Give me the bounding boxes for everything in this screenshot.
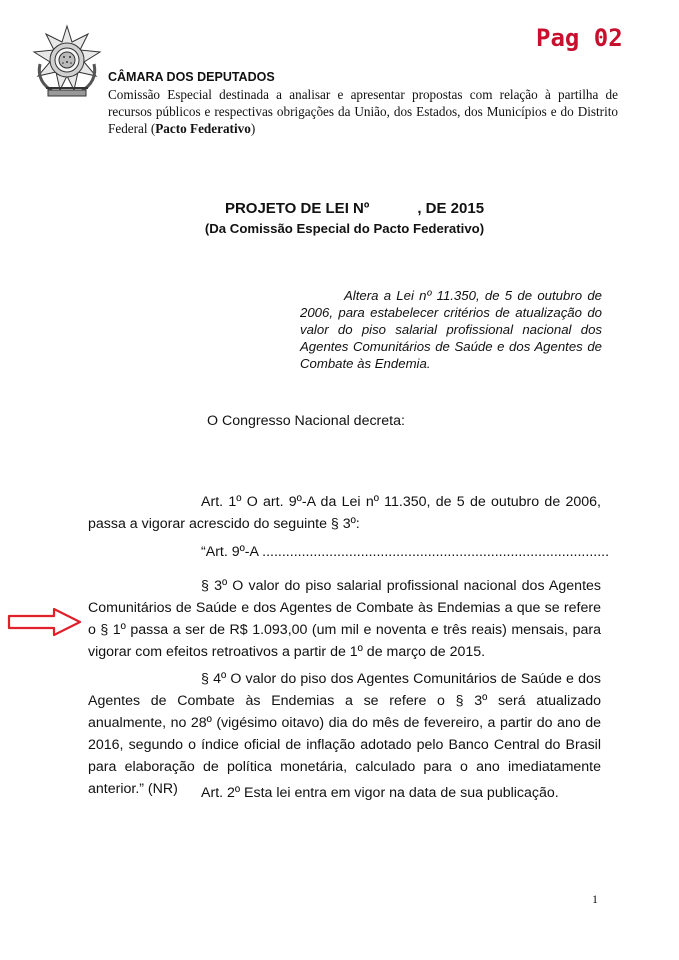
red-arrow-icon — [6, 606, 84, 638]
article-1: Art. 1º O art. 9º-A da Lei nº 11.350, de 5 de outubro de 2006, passa a vigorar acrescido do seguinte § 3º: — [88, 494, 601, 532]
page-marker-annotation: Pag 02 — [536, 24, 623, 52]
commission-description — [108, 86, 618, 137]
paragraph-3: § 3º O valor do piso salarial profissional nacional dos Agentes Comunitários de Saúde e dos Agentes de Combate às Endemias a que se refere o § 1º passa a ser de R$ 1.093,00 (um mil e noventa e três reais) mensais, para vigorar com efeitos retroativos a partir de 1º de março de 2015. — [88, 578, 601, 660]
bill-summary: Altera a Lei nº 11.350, de 5 de outubro de 2006, para estabelecer critérios de atualização do valor do piso salarial profissional nacional dos Agentes Comunitários de Saúde e dos Agentes de Combate às Endemia. — [300, 288, 602, 371]
article-9a-heading: “Art. 9º-A ........................................................................................ — [201, 544, 610, 560]
bill-title-suffix: , DE 2015 — [417, 200, 485, 217]
bill-title-prefix: PROJETO DE LEI Nº — [224, 200, 370, 217]
bill-title — [0, 200, 679, 217]
commission-pact-name: Pacto Federativo — [155, 121, 251, 136]
commission-close-paren: ) — [250, 121, 256, 136]
paragraph-4: § 4º O valor do piso dos Agentes Comunitários de Saúde e dos Agentes de Combate às Endemias a se refere o § 3º será atualizado anualmente, no 28º (vigésimo oitavo) dia do mês de fevereiro, a partir do ano de 2016, segundo o índice oficial de inflação adotado pelo Banco Central do Brasil para elaboração de política monetária, calculado para o ano imediatamente anterior.” (NR) — [88, 671, 601, 797]
enactment-clause: O Congresso Nacional decreta: — [207, 413, 405, 429]
chamber-name: CÂMARA DOS DEPUTADOS — [108, 70, 275, 84]
article-2: Art. 2º Esta lei entra em vigor na data de sua publicação. — [201, 785, 559, 801]
commission-text: Comissão Especial destinada a analisar e apresentar propostas com relação à partilha de recursos públicos e respectivas obrigações da União, dos Estados, dos Municípios e do Distrito Federal ( — [108, 87, 618, 136]
bill-origin: (Da Comissão Especial do Pacto Federativo) — [204, 221, 485, 236]
page-number: 1 — [592, 892, 598, 906]
coat-of-arms-icon — [28, 24, 106, 100]
